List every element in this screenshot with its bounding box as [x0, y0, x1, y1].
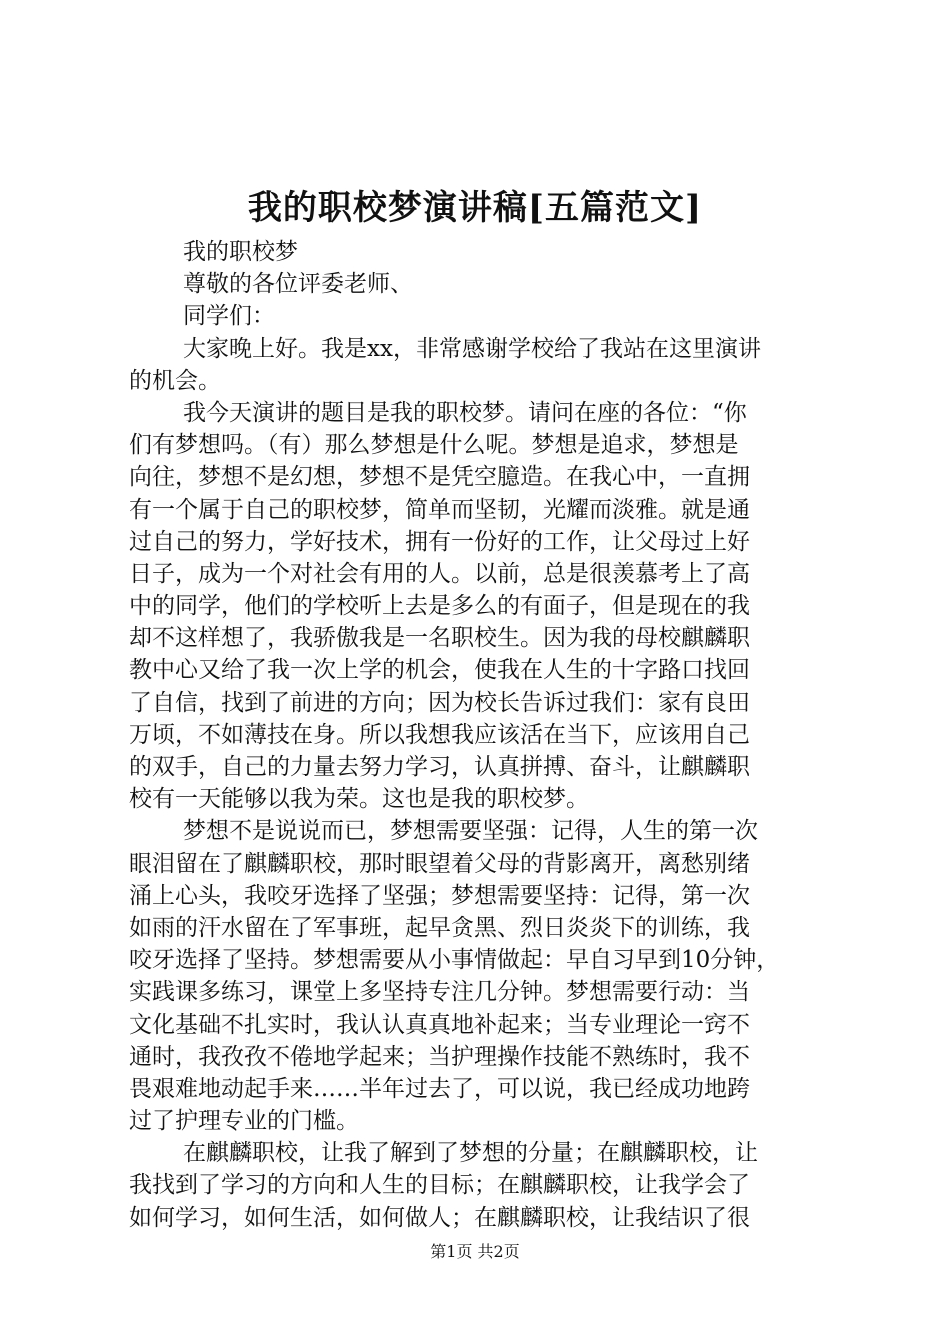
text-line: 我找到了学习的方向和人生的目标；在麒麟职校，让我学会了 [129, 1172, 750, 1199]
text-line: 涌上心头，我咬牙选择了坚强；梦想需要坚持：记得，第一次 [129, 882, 750, 909]
text-line: 梦想不是说说而已，梦想需要坚强：记得，人生的第一次 [183, 818, 758, 845]
text-line: 通时，我孜孜不倦地学起来；当护理操作技能不熟练时，我不 [129, 1043, 750, 1070]
text-line: 们有梦想吗。（有）那么梦想是什么呢。梦想是追求，梦想是 [129, 432, 739, 459]
text-line: 日子，成为一个对社会有用的人。以前，总是很羡慕考上了高 [129, 560, 750, 587]
document-body [129, 236, 839, 1234]
text-line: 眼泪留在了麒麟职校，那时眼望着父母的背影离开，离愁别绪 [129, 850, 750, 877]
text-line: 咬牙选择了坚持。梦想需要从小事情做起：早自习早到10分钟， [129, 947, 780, 974]
page-footer: 第1页 共2页 [430, 1242, 520, 1261]
text-line: 大家晚上好。我是xx，非常感谢学校给了我站在这里演讲 [183, 335, 761, 362]
text-line: 校有一天能够以我为荣。这也是我的职校梦。 [129, 786, 589, 813]
text-line: 了自信，找到了前进的方向；因为校长告诉过我们：家有良田 [129, 689, 750, 716]
text-line: 过自己的努力，学好技术，拥有一份好的工作，让父母过上好 [129, 528, 750, 555]
text-line: 的机会。 [129, 367, 221, 394]
text-line: 实践课多练习，课堂上多坚持专注几分钟。梦想需要行动：当 [129, 979, 750, 1006]
text-line: 过了护理专业的门槛。 [129, 1108, 359, 1135]
text-line: 畏艰难地动起手来……半年过去了，可以说，我已经成功地跨 [129, 1075, 750, 1102]
text-line: 我今天演讲的题目是我的职校梦。请问在座的各位：“你 [183, 399, 747, 426]
text-line: 尊敬的各位评委老师、 [183, 271, 413, 298]
text-line: 教中心又给了我一次上学的机会，使我在人生的十字路口找回 [129, 657, 750, 684]
text-line: 如何学习，如何生活，如何做人；在麒麟职校，让我结识了很 [129, 1204, 750, 1231]
text-line: 同学们： [183, 303, 275, 330]
document-title: 我的职校梦演讲稿[五篇范文] [247, 188, 703, 228]
text-line: 有一个属于自己的职校梦，简单而坚韧，光耀而淡雅。就是通 [129, 496, 750, 523]
text-line: 中的同学，他们的学校听上去是多么的有面子，但是现在的我 [129, 593, 750, 620]
text-line: 在麒麟职校，让我了解到了梦想的分量；在麒麟职校，让 [183, 1140, 758, 1167]
text-line: 如雨的汗水留在了军事班，起早贪黑、烈日炎炎下的训练，我 [129, 914, 750, 941]
text-line: 文化基础不扎实时，我认认真真地补起来；当专业理论一窍不 [129, 1011, 750, 1038]
text-line: 我的职校梦 [183, 239, 298, 265]
text-line: 向往，梦想不是幻想，梦想不是凭空臆造。在我心中，一直拥 [129, 464, 750, 491]
text-line: 的双手，自己的力量去努力学习，认真拼搏、奋斗，让麒麟职 [129, 754, 750, 780]
text-line: 万顷，不如薄技在身。所以我想我应该活在当下，应该用自己 [129, 721, 750, 748]
text-line: 却不这样想了，我骄傲我是一名职校生。因为我的母校麒麟职 [129, 625, 750, 652]
